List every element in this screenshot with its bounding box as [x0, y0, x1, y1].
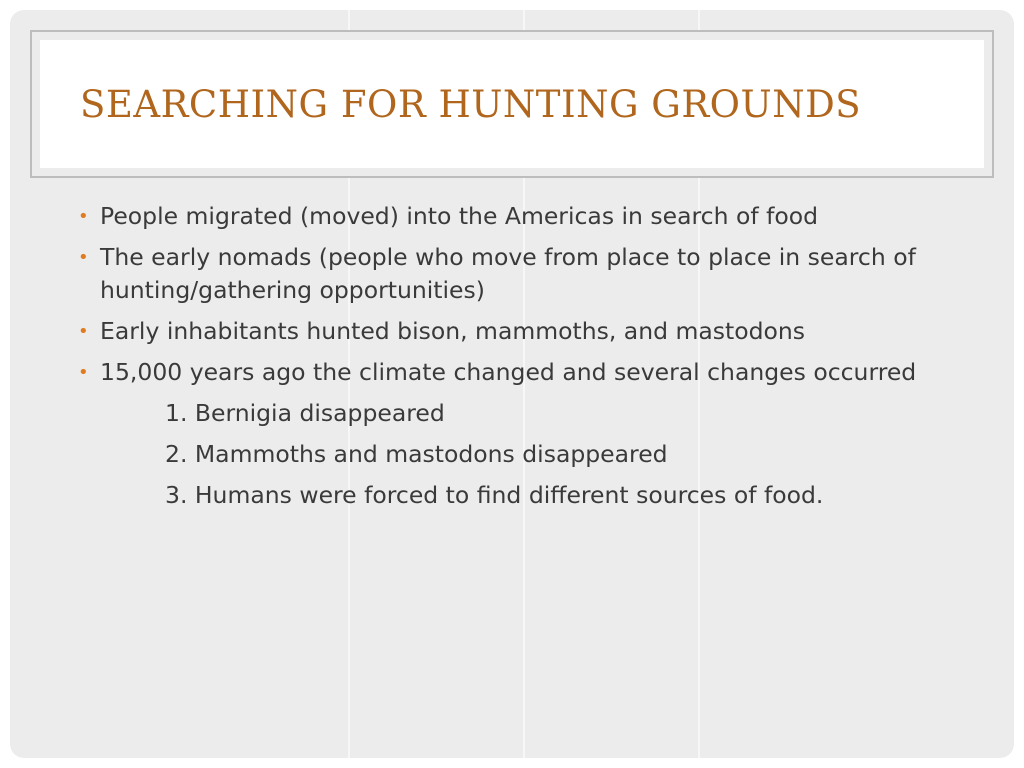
sub-list-item: 2. Mammoths and mastodons disappeared [165, 440, 668, 468]
slide [10, 10, 1014, 758]
title-panel [40, 40, 984, 168]
bullet-text: 15,000 years ago the climate changed and several changes occurred [100, 358, 917, 386]
bullet-dot-icon: • [78, 362, 89, 383]
bullet-dot-icon: • [78, 206, 89, 227]
sub-list-container [78, 397, 978, 512]
bullet-item [78, 356, 978, 389]
bullet-dot-icon: • [78, 247, 89, 268]
bullet-item [78, 241, 978, 307]
bullet-list [78, 200, 978, 520]
bullet-text: People migrated (moved) into the Americas in search of food [100, 202, 819, 230]
bullet-item [78, 200, 978, 233]
bullet-item [78, 315, 978, 348]
numbered-sub-list [78, 397, 978, 512]
sub-list-item: 3. Humans were forced to find different sources of food. [165, 481, 824, 509]
sub-list-item: 1. Bernigia disappeared [165, 399, 445, 427]
title-frame [30, 30, 994, 178]
bullet-text: The early nomads (people who move from place to place in search of hunting/gathering opportunities) [100, 243, 916, 304]
slide-title: SEARCHING FOR HUNTING GROUNDS [80, 82, 862, 126]
bullet-dot-icon: • [78, 321, 89, 342]
bullet-text: Early inhabitants hunted bison, mammoths, and mastodons [100, 317, 806, 345]
